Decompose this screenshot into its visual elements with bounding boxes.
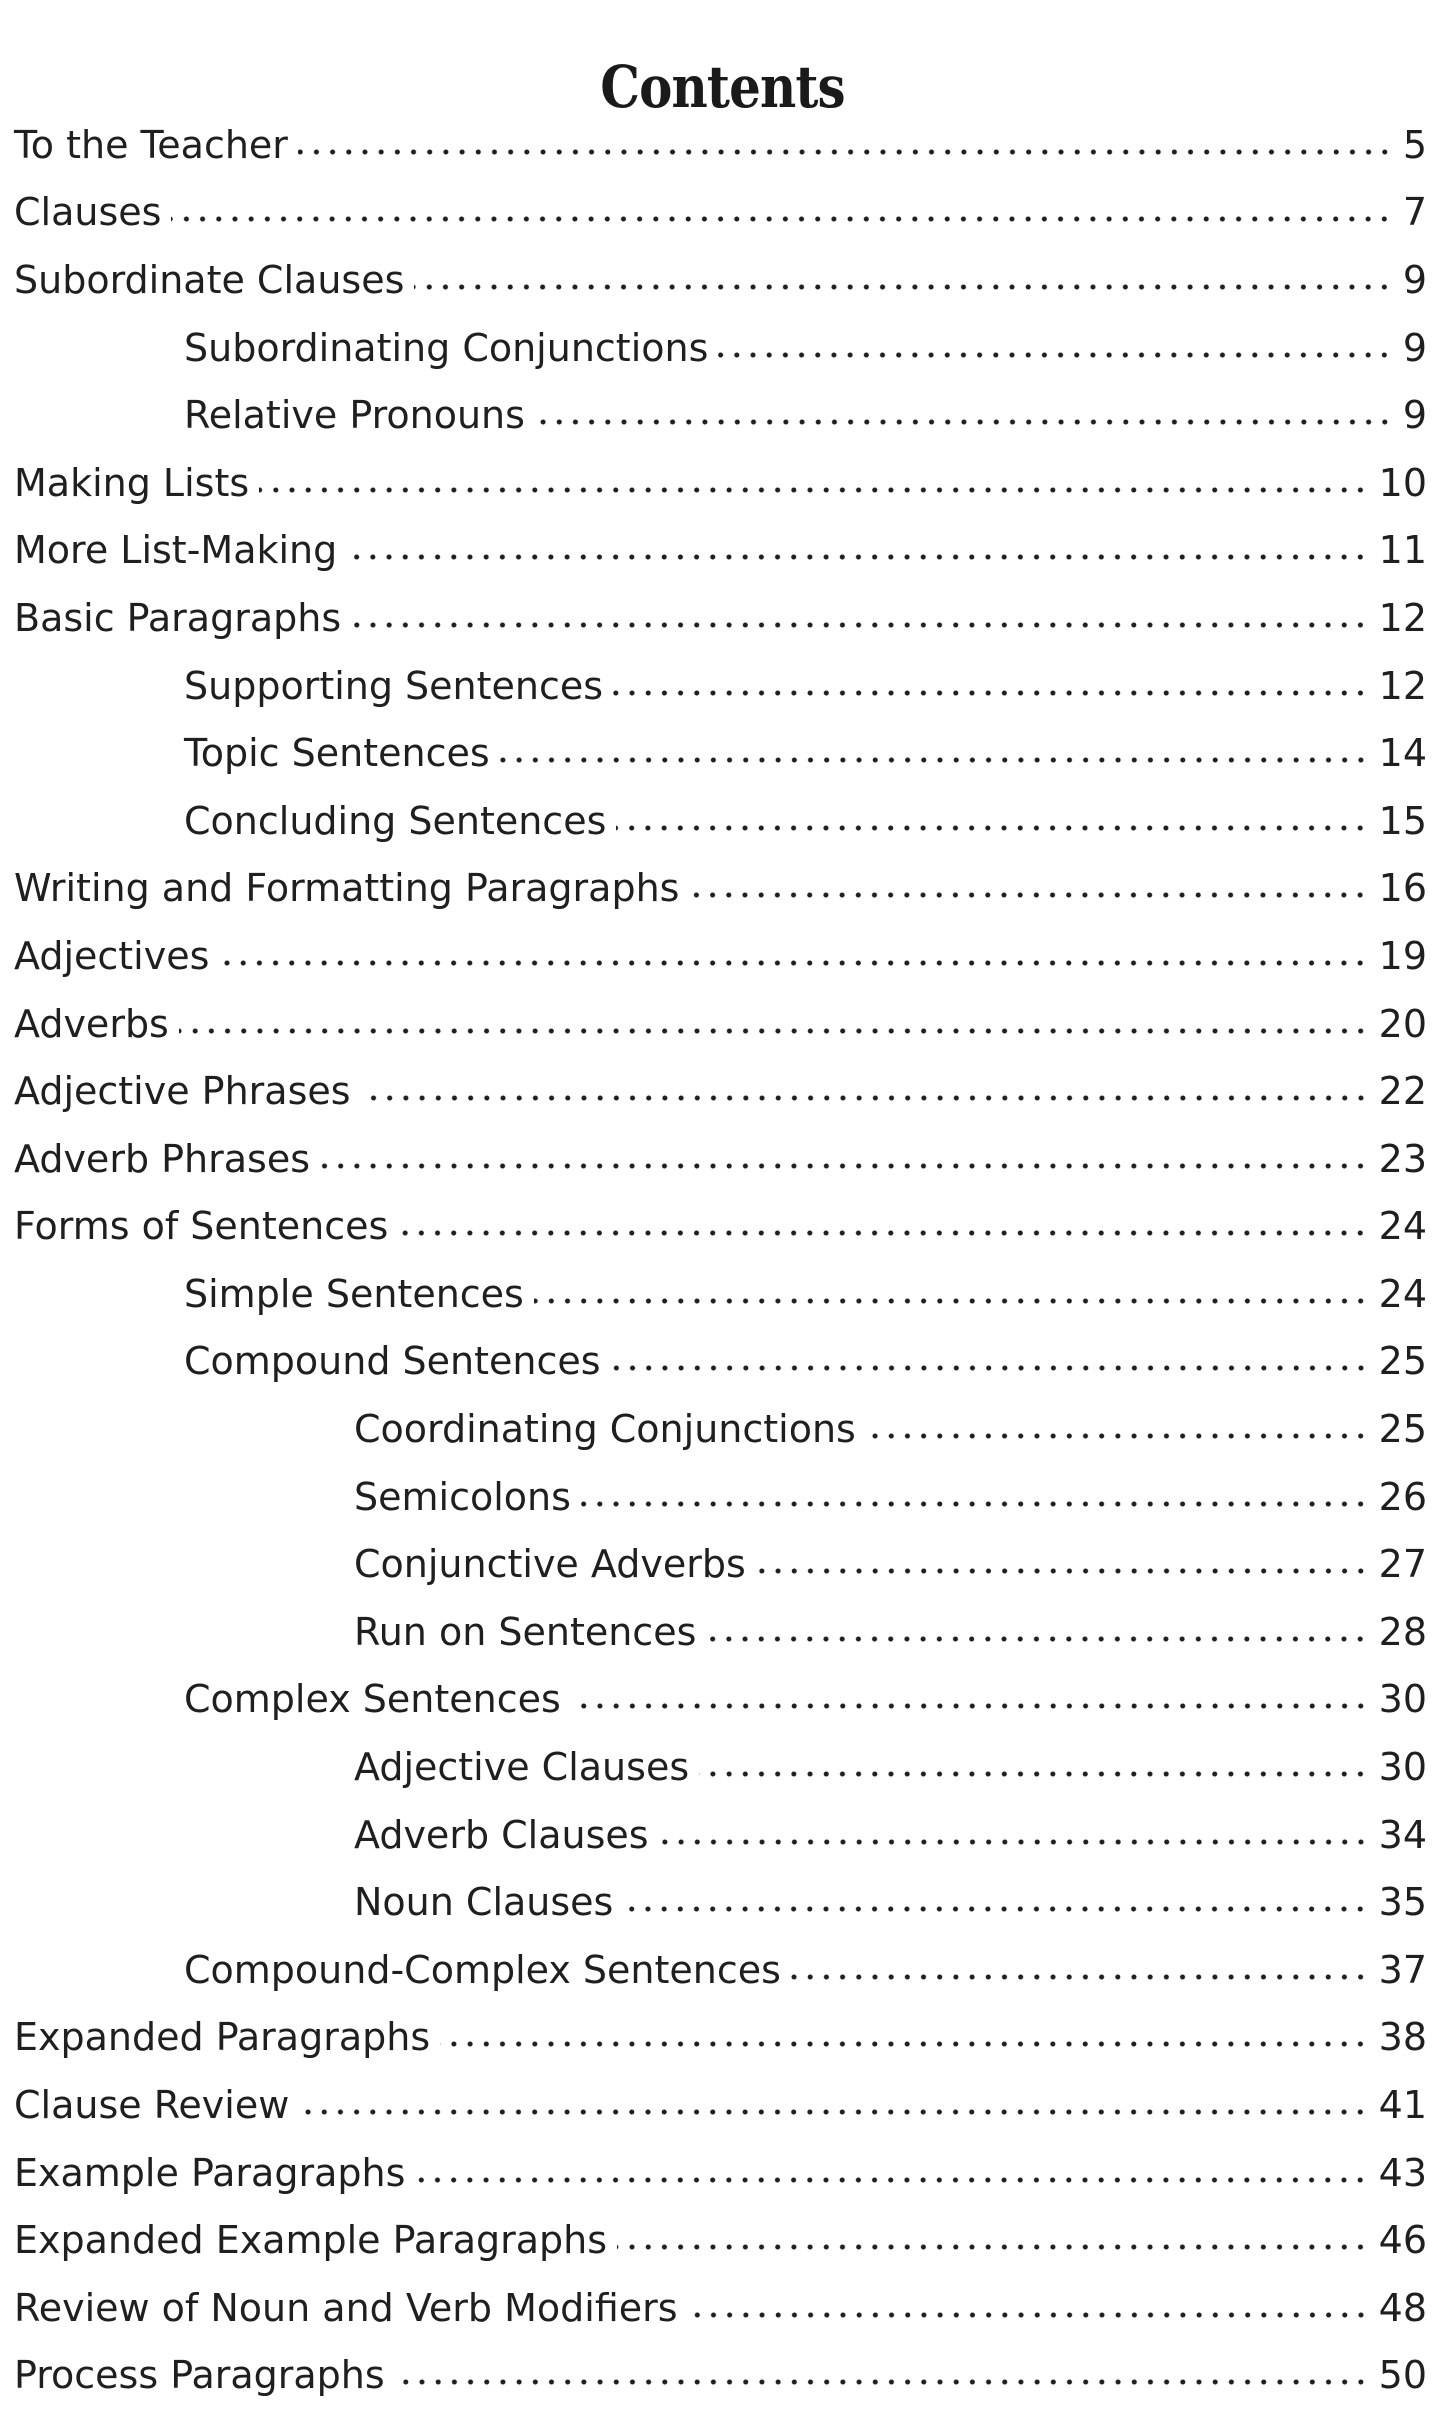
toc-entry-page: 35 [1378, 1880, 1427, 1925]
dot-leader [219, 960, 1368, 966]
toc-entry-label: Adverbs [14, 1001, 169, 1046]
toc-entry-page: 43 [1378, 2150, 1427, 2195]
toc-entry [0, 517, 1445, 585]
toc-entry [0, 990, 1445, 1058]
toc-entry-label: More List-Making [14, 528, 338, 573]
toc-entry-page: 19 [1378, 933, 1427, 978]
toc-entry-page: 26 [1378, 1474, 1427, 1519]
toc-entry-label: Expanded Paragraphs [14, 2015, 431, 2060]
toc-entry [0, 1125, 1445, 1193]
toc-entry-label: Compound Sentences [184, 1339, 601, 1384]
toc-entry-label: Forms of Sentences [14, 1204, 389, 1249]
toc-entry-page: 24 [1378, 1271, 1427, 1316]
dot-leader [361, 1095, 1369, 1101]
toc-entry-label: Expanded Example Paragraphs [14, 2218, 608, 2263]
toc-entry-page: 46 [1378, 2218, 1427, 2263]
toc-entry [0, 2274, 1445, 2342]
toc-entry-page: 15 [1378, 798, 1427, 843]
toc-entry-page: 30 [1378, 1677, 1427, 1722]
toc-entry [0, 1666, 1445, 1734]
dot-leader [351, 622, 1369, 628]
page-title: Contents [600, 52, 845, 121]
dot-leader [500, 757, 1369, 763]
toc-entry [0, 2071, 1445, 2139]
toc-entry [0, 652, 1445, 720]
dot-leader [535, 419, 1393, 425]
table-of-contents [0, 111, 1445, 2409]
toc-entry-page: 23 [1378, 1136, 1427, 1181]
toc-entry-label: Adjectives [14, 933, 210, 978]
toc-entry-label: Run on Sentences [354, 1609, 697, 1654]
toc-entry-page: 37 [1378, 1947, 1427, 1992]
dot-leader [611, 1365, 1369, 1371]
dot-leader [415, 2177, 1368, 2183]
toc-entry [0, 246, 1445, 314]
toc-entry [0, 2206, 1445, 2274]
toc-entry-label: To the Teacher [14, 122, 288, 167]
toc-entry-label: Clauses [14, 190, 162, 235]
toc-entry-label: Subordinating Conjunctions [184, 325, 709, 370]
toc-entry-page: 50 [1378, 2353, 1427, 2398]
toc-entry-page: 14 [1378, 731, 1427, 776]
toc-entry-page: 28 [1378, 1609, 1427, 1654]
toc-entry [0, 1395, 1445, 1463]
toc-entry-page: 22 [1378, 1069, 1427, 1114]
dot-leader [298, 149, 1393, 155]
toc-entry-label: Adverb Clauses [354, 1812, 649, 1857]
dot-leader [259, 487, 1368, 493]
toc-entry-page: 41 [1378, 2083, 1427, 2128]
dot-leader [571, 1703, 1369, 1709]
toc-entry-page: 9 [1402, 257, 1427, 302]
toc-entry-page: 27 [1378, 1542, 1427, 1587]
dot-leader [440, 2041, 1369, 2047]
toc-entry [0, 1733, 1445, 1801]
toc-entry-page: 24 [1378, 1204, 1427, 1249]
dot-leader [718, 352, 1392, 358]
dot-leader [171, 216, 1392, 222]
toc-entry [0, 1193, 1445, 1261]
dot-leader [706, 1636, 1368, 1642]
dot-leader [616, 825, 1368, 831]
toc-entry-page: 30 [1378, 1745, 1427, 1790]
toc-entry [0, 787, 1445, 855]
dot-leader [866, 1433, 1369, 1439]
dot-leader [299, 2109, 1368, 2115]
toc-entry [0, 2004, 1445, 2072]
toc-entry-label: Making Lists [14, 460, 250, 505]
toc-entry [0, 1936, 1445, 2004]
toc-entry [0, 381, 1445, 449]
toc-entry [0, 1801, 1445, 1869]
toc-entry-page: 48 [1378, 2285, 1427, 2330]
toc-entry-page: 12 [1378, 663, 1427, 708]
toc-entry-label: Clause Review [14, 2083, 290, 2128]
toc-entry-page: 34 [1378, 1812, 1427, 1857]
toc-entry-label: Adjective Clauses [354, 1745, 690, 1790]
dot-leader [320, 1163, 1369, 1169]
toc-entry-label: Subordinate Clauses [14, 257, 405, 302]
toc-entry-label: Relative Pronouns [184, 393, 525, 438]
toc-entry [0, 1057, 1445, 1125]
toc-entry-page: 5 [1402, 122, 1427, 167]
toc-entry-label: Simple Sentences [184, 1271, 524, 1316]
dot-leader [756, 1568, 1369, 1574]
toc-entry-label: Coordinating Conjunctions [354, 1407, 856, 1452]
toc-entry-page: 12 [1378, 595, 1427, 640]
toc-entry [0, 922, 1445, 990]
toc-entry [0, 855, 1445, 923]
dot-leader [395, 2379, 1369, 2385]
dot-leader [414, 284, 1392, 290]
toc-entry-label: Supporting Sentences [184, 663, 604, 708]
dot-leader [699, 1771, 1369, 1777]
toc-entry [0, 584, 1445, 652]
toc-entry-page: 38 [1378, 2015, 1427, 2060]
toc-entry-label: Compound-Complex Sentences [184, 1947, 781, 1992]
toc-entry-label: Complex Sentences [184, 1677, 561, 1722]
dot-leader [791, 1974, 1369, 1980]
dot-leader [581, 1501, 1369, 1507]
toc-entry [0, 179, 1445, 247]
toc-entry-page: 25 [1378, 1339, 1427, 1384]
toc-entry-page: 20 [1378, 1001, 1427, 1046]
toc-entry-page: 7 [1402, 190, 1427, 235]
toc-entry-label: Adjective Phrases [14, 1069, 351, 1114]
toc-entry-page: 11 [1378, 528, 1427, 573]
toc-entry-label: Semicolons [354, 1474, 571, 1519]
dot-leader [688, 2312, 1369, 2318]
toc-entry-label: Adverb Phrases [14, 1136, 311, 1181]
toc-entry-label: Conjunctive Adverbs [354, 1542, 746, 1587]
dot-leader [534, 1298, 1369, 1304]
toc-entry-page: 10 [1378, 460, 1427, 505]
toc-entry-label: Basic Paragraphs [14, 595, 342, 640]
dot-leader [689, 892, 1368, 898]
toc-entry-page: 25 [1378, 1407, 1427, 1452]
dot-leader [623, 1906, 1368, 1912]
toc-entry-label: Noun Clauses [354, 1880, 614, 1925]
toc-entry-label: Writing and Formatting Paragraphs [14, 866, 680, 911]
toc-entry-label: Topic Sentences [184, 731, 490, 776]
dot-leader [617, 2244, 1369, 2250]
toc-entry [0, 2139, 1445, 2207]
toc-entry [0, 1328, 1445, 1396]
toc-entry-label: Process Paragraphs [14, 2353, 385, 2398]
toc-entry-page: 9 [1402, 325, 1427, 370]
dot-leader [398, 1230, 1368, 1236]
toc-entry-page: 16 [1378, 866, 1427, 911]
toc-entry [0, 719, 1445, 787]
dot-leader [347, 554, 1368, 560]
dot-leader [179, 1028, 1369, 1034]
toc-entry [0, 1868, 1445, 1936]
toc-entry [0, 111, 1445, 179]
toc-entry-label: Example Paragraphs [14, 2150, 406, 2195]
dot-leader [659, 1839, 1369, 1845]
toc-entry-label: Concluding Sentences [184, 798, 607, 843]
toc-entry [0, 449, 1445, 517]
toc-entry-label: Review of Noun and Verb Modifiers [14, 2285, 678, 2330]
toc-entry [0, 1530, 1445, 1598]
dot-leader [613, 690, 1369, 696]
toc-entry [0, 1260, 1445, 1328]
toc-entry-page: 9 [1402, 393, 1427, 438]
toc-entry [0, 314, 1445, 382]
toc-entry [0, 1598, 1445, 1666]
toc-entry [0, 1463, 1445, 1531]
